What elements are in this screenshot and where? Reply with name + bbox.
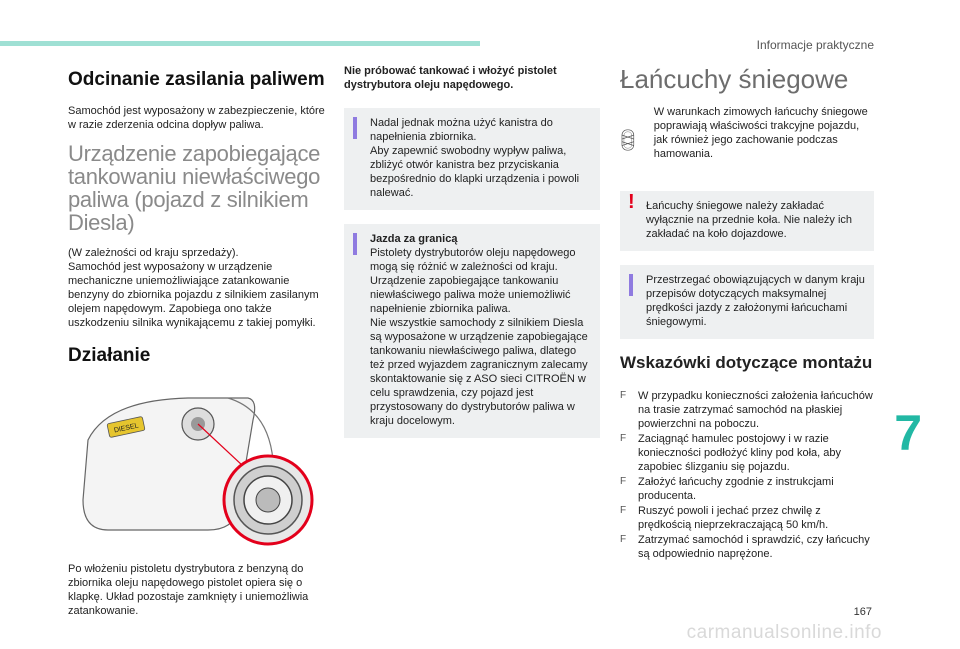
speed-limit-info-text: Przestrzegać obowiązujących w danym kraju przepisów dotyczących maksymalnej prędkości jazdy z założonymi łańcuchami śniegowymi. [646, 274, 865, 328]
mounting-tips-heading: Wskazówki dotyczące montażu [620, 353, 873, 372]
abroad-info-title: Jazda za granicą [370, 233, 458, 245]
snow-chains-intro-text: W warunkach zimowych łańcuchy śniegowe poprawiają właściwości trakcyjne pojazdu, jak również jego zachowanie podczas hamowania. [653, 106, 868, 160]
info-bar-icon [629, 274, 633, 296]
canister-info-box [344, 108, 600, 210]
list-item: F Ruszyć powoli i jechać przez chwilę z prędkością nieprzekraczającą 50 km/h. [620, 505, 829, 531]
bullet-icon: F [620, 505, 627, 516]
misfuel-device-heading: Urządzenie zapobiegające tankowaniu niewłaściwego paliwa (pojazd z silnikiem Diesla) [68, 141, 321, 235]
watermark: carmanualsonline.info [686, 622, 882, 643]
operation-heading: Działanie [68, 345, 151, 366]
diesel-label: DIESEL [113, 422, 140, 435]
snow-chains-intro [620, 105, 874, 175]
bullet-icon: F [620, 476, 627, 487]
front-wheels-warning-text: Łańcuchy śniegowe należy zakładać wyłącznie na przednie koła. Nie należy ich zakładać na koło dojazdowe. [646, 200, 853, 240]
bullet-icon: F [620, 433, 627, 444]
fuel-cutoff-heading: Odcinanie zasilania paliwem [68, 69, 325, 90]
mounting-tips-list [620, 389, 874, 561]
warning-icon: ! [628, 191, 635, 213]
bullet-icon: F [620, 390, 627, 401]
snow-chain-icon [620, 105, 636, 175]
top-accent-bar [0, 41, 480, 46]
info-bar-icon [353, 117, 357, 139]
fuel-cutoff-text: Samochód jest wyposażony w zabezpieczenie, które w razie zderzenia odcina dopływ paliwa. [68, 105, 325, 131]
abroad-info-box [344, 224, 600, 438]
front-wheels-warning-box [620, 191, 874, 251]
misfuel-device-text: (W zależności od kraju sprzedaży). Samochód jest wyposażony w urządzenie mechaniczne uniemożliwiające zatankowanie benzyny do zbiornika pojazdu z silnikiem zasilanym olejem napędowym. Zapobiega ono także uszkodzeniu silnika wynikającemu z takiej pomyłki. [68, 247, 319, 329]
speed-limit-info-box [620, 265, 874, 339]
list-item: F Założyć łańcuchy zgodnie z instrukcjami producenta. [620, 476, 834, 502]
right-column [620, 64, 874, 562]
info-bar-icon [353, 233, 357, 255]
list-item: F Zatrzymać samochód i sprawdzić, czy łańcuchy są odpowiednio naprężone. [620, 534, 870, 560]
section-header: Informacje praktyczne [756, 38, 874, 52]
abroad-info-text: Pistolety dystrybutorów oleju napędowego mogą się różnić w zależności od kraju. Urządzenie zapobiegające tankowaniu niewłaściwego paliwa może uniemożliwić napełnienie zbiornika paliwa. Nie wszystkie samochody z silnikiem Diesla są wyposażone w urządzenie zapobiegające tankowaniu niewłaściwego paliwa, dlatego też przed wyjazdem zagranicznym zalecamy skontaktowanie się z ASO sieci CITROËN w celu sprawdzenia, czy pojazd jest przystosowany do dystrybutorów paliwa w kraju docelowym. [370, 247, 588, 427]
list-item: F Zaciągnąć hamulec postojowy i w razie konieczności podłożyć kliny pod koła, aby zapobiec ślizganiu się pojazdu. [620, 433, 842, 473]
do-not-refuel-note: Nie próbować tankować i włożyć pistolet dystrybutora oleju napędowego. [344, 65, 557, 91]
snow-chains-heading: Łańcuchy śniegowe [620, 64, 849, 94]
operation-caption: Po włożeniu pistoletu dystrybutora z benzyną do zbiornika oleju napędowego pistolet opiera się o klapkę. Układ pozostaje zamknięty i uniemożliwia zatankowanie. [68, 563, 309, 617]
page-number: 167 [853, 606, 872, 618]
middle-column [344, 64, 600, 452]
left-column [68, 64, 326, 628]
fuel-flap-illustration [68, 380, 318, 550]
bullet-icon: F [620, 534, 627, 545]
fuel-flap-drawing [68, 380, 318, 550]
canister-info-text: Nadal jednak można użyć kanistra do napełnienia zbiornika. Aby zapewnić swobodny wypływ paliwa, zbliżyć otwór kanistra bez przyciskania bezpośrednio do klapki urządzenia i powoli nalewać. [370, 117, 580, 199]
chapter-number: 7 [894, 405, 922, 461]
list-item: F W przypadku konieczności założenia łańcuchów na trasie zatrzymać samochód na płaskiej powierzchni na poboczu. [620, 390, 873, 430]
